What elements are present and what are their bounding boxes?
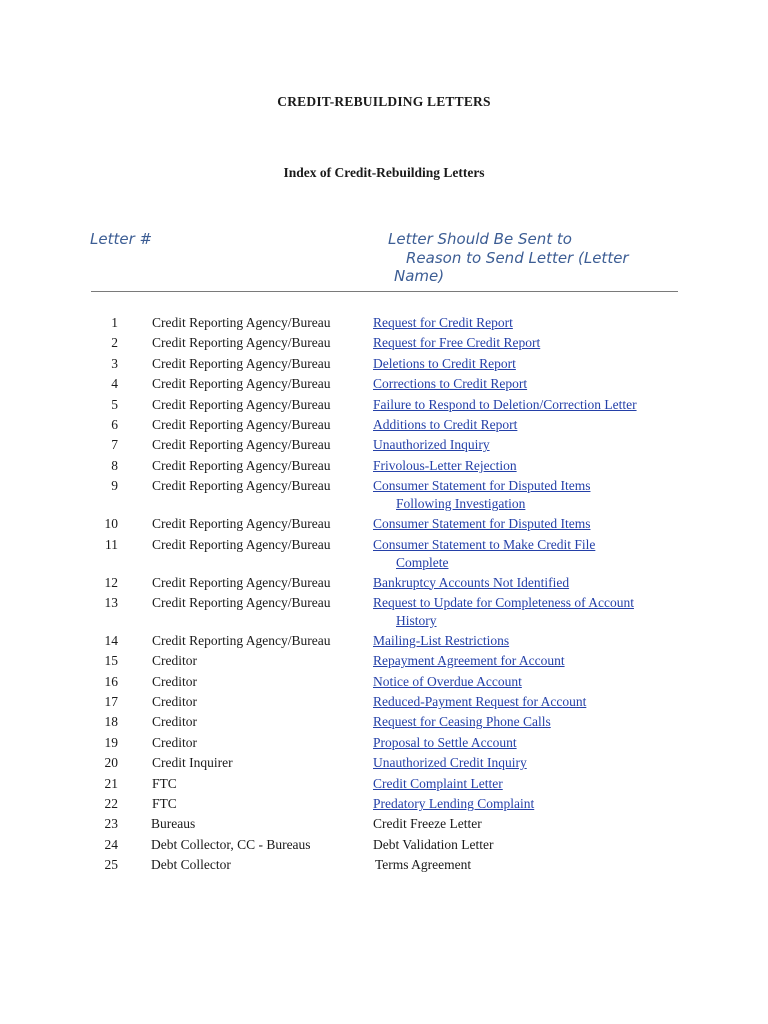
letter-recipient: FTC [152,775,177,791]
letter-name-line[interactable]: Request for Ceasing Phone Calls [373,714,551,730]
letter-name [375,856,675,874]
letter-row [0,314,768,334]
letter-number: 20 [104,755,118,771]
letter-row [0,754,768,774]
letter-recipient: Credit Reporting Agency/Bureau [152,315,331,330]
letter-recipient: Creditor [152,673,197,689]
letter-recipient: Credit Reporting Agency/Bureau [152,376,331,392]
letter-row [0,536,768,574]
column-header-letter-number: Letter # [90,230,153,248]
letter-name-line[interactable]: Credit Complaint Letter [373,775,503,791]
letter-number: 4 [111,376,118,392]
letter-name-line[interactable]: Mailing-List Restrictions [373,632,510,648]
letter-name-line[interactable]: Request for Credit Report [373,315,513,330]
letter-number: 5 [111,396,118,412]
letter-row [0,856,768,876]
letter-recipient: Creditor [152,653,197,669]
letter-name-line[interactable]: Unauthorized Credit Inquiry [373,755,527,771]
letter-recipient: FTC [152,796,177,812]
letter-name-link[interactable] [373,477,673,513]
letter-recipient: Credit Reporting Agency/Bureau [152,574,331,590]
letter-number: 2 [111,335,118,351]
letter-recipient: Credit Reporting Agency/Bureau [152,536,331,552]
letter-name-link[interactable] [373,436,673,454]
letter-name-link[interactable] [373,775,673,793]
letters-index-list [0,314,768,877]
letter-name-link[interactable] [373,314,673,332]
letter-row [0,477,768,515]
letter-name [373,815,673,833]
letter-name-line-continued[interactable]: Complete [396,554,449,570]
letter-number: 10 [104,516,118,532]
letter-number: 6 [111,416,118,432]
letter-name-link[interactable] [373,632,673,650]
letter-name-line[interactable]: Unauthorized Inquiry [373,437,490,453]
letter-recipient: Credit Reporting Agency/Bureau [152,478,331,494]
letter-name-line-continued[interactable]: History [396,612,437,628]
letter-number: 18 [104,714,118,730]
letter-name-line[interactable]: Consumer Statement for Disputed Items [373,478,591,494]
column-header-reason-continued: Name) [394,267,445,285]
letter-row [0,515,768,535]
letter-name-link[interactable] [373,375,673,393]
letter-recipient: Credit Reporting Agency/Bureau [152,594,331,610]
column-header-reason: Reason to Send Letter (Letter [406,249,629,267]
letter-name-link[interactable] [373,795,673,813]
letter-number: 8 [111,457,118,473]
letter-row [0,652,768,672]
letter-name-link[interactable] [373,355,673,373]
letter-number: 24 [104,836,118,852]
letter-name-line[interactable]: Predatory Lending Complaint [373,796,535,812]
letter-row [0,836,768,856]
letter-number: 23 [104,816,118,832]
letter-row [0,775,768,795]
document-title: CREDIT-REBUILDING LETTERS [277,94,491,109]
letter-row [0,355,768,375]
letter-name-link[interactable] [373,515,673,533]
letter-number: 16 [104,673,118,689]
letter-recipient: Credit Reporting Agency/Bureau [152,355,331,371]
letter-name-link[interactable] [373,334,673,352]
letter-row [0,416,768,436]
letter-row [0,795,768,815]
letter-row [0,673,768,693]
letter-row [0,594,768,632]
letter-recipient: Creditor [152,734,197,750]
letter-name-link[interactable] [373,457,673,475]
letter-name-line[interactable]: Repayment Agreement for Account [373,653,565,669]
letter-name-line[interactable]: Request to Update for Completeness of Account [373,594,634,610]
letter-recipient: Bureaus [151,816,196,832]
letter-name-line[interactable]: Corrections to Credit Report [373,376,528,392]
letter-row [0,713,768,733]
letter-name-link[interactable] [373,652,673,670]
letter-number: 14 [104,632,118,648]
letter-name-line[interactable]: Frivolous-Letter Rejection [373,457,517,473]
letter-name-line[interactable]: Consumer Statement to Make Credit File [373,536,596,552]
letter-name-link[interactable] [373,396,673,414]
document-subtitle: Index of Credit-Rebuilding Letters [283,165,485,180]
letter-number: 19 [104,734,118,750]
letter-number: 25 [104,857,118,873]
letter-row [0,815,768,835]
letter-row [0,375,768,395]
letter-number: 9 [111,478,118,494]
letter-number: 13 [104,594,118,610]
letter-row [0,334,768,354]
letter-number: 21 [104,775,118,791]
letter-name-line[interactable]: Notice of Overdue Account [373,673,522,689]
letter-recipient: Credit Reporting Agency/Bureau [152,335,331,351]
letter-recipient: Credit Reporting Agency/Bureau [152,632,331,648]
letter-name-line[interactable]: Failure to Respond to Deletion/Correction Letter [373,396,637,412]
letter-name-link[interactable] [373,693,673,711]
letter-recipient: Creditor [152,714,197,730]
letter-name-line[interactable]: Consumer Statement for Disputed Items [373,516,591,532]
letter-row [0,396,768,416]
letter-name-link[interactable] [373,754,673,772]
letter-row [0,457,768,477]
letter-number: 3 [111,355,118,371]
letter-number: 22 [104,796,118,812]
letter-number: 12 [104,574,118,590]
letter-row [0,693,768,713]
letter-recipient: Credit Reporting Agency/Bureau [152,416,331,432]
letter-name-link[interactable] [373,536,673,572]
letter-name-link[interactable] [373,416,673,434]
letter-name-line[interactable]: Reduced-Payment Request for Account [373,694,587,710]
letter-recipient: Credit Inquirer [152,755,233,771]
letter-name-link[interactable] [373,734,673,752]
letter-number: 1 [111,315,118,330]
letter-name-link[interactable] [373,594,673,630]
letter-recipient: Credit Reporting Agency/Bureau [152,396,331,412]
letter-name-line[interactable]: Request for Free Credit Report [373,335,541,351]
letter-name-line-continued[interactable]: Following Investigation [396,496,526,512]
letter-number: 11 [105,536,118,552]
letter-number: 7 [111,437,118,453]
letter-name-link[interactable] [373,713,673,731]
letter-recipient: Debt Collector, CC - Bureaus [151,836,311,852]
letter-recipient: Debt Collector [151,857,231,873]
letter-recipient: Credit Reporting Agency/Bureau [152,437,331,453]
column-header-sent-to: Letter Should Be Sent to [388,230,572,248]
letter-number: 17 [104,694,118,710]
letter-name-line[interactable]: Bankruptcy Accounts Not Identified [373,574,570,590]
letter-number: 15 [104,653,118,669]
letter-name-line: Credit Freeze Letter [373,816,482,832]
header-divider [91,291,678,292]
letter-recipient: Credit Reporting Agency/Bureau [152,516,331,532]
letter-name-line[interactable]: Additions to Credit Report [373,416,518,432]
letter-name-line[interactable]: Proposal to Settle Account [373,734,517,750]
letter-name-line[interactable]: Deletions to Credit Report [373,355,516,371]
letter-row [0,632,768,652]
letter-name-link[interactable] [373,574,673,592]
letter-name-line: Debt Validation Letter [373,836,494,852]
letter-row [0,734,768,754]
letter-name [373,836,673,854]
letter-recipient: Credit Reporting Agency/Bureau [152,457,331,473]
letter-recipient: Creditor [152,694,197,710]
letter-row [0,436,768,456]
letter-name-line: Terms Agreement [375,857,472,873]
letter-name-link[interactable] [373,673,673,691]
letter-row [0,574,768,594]
